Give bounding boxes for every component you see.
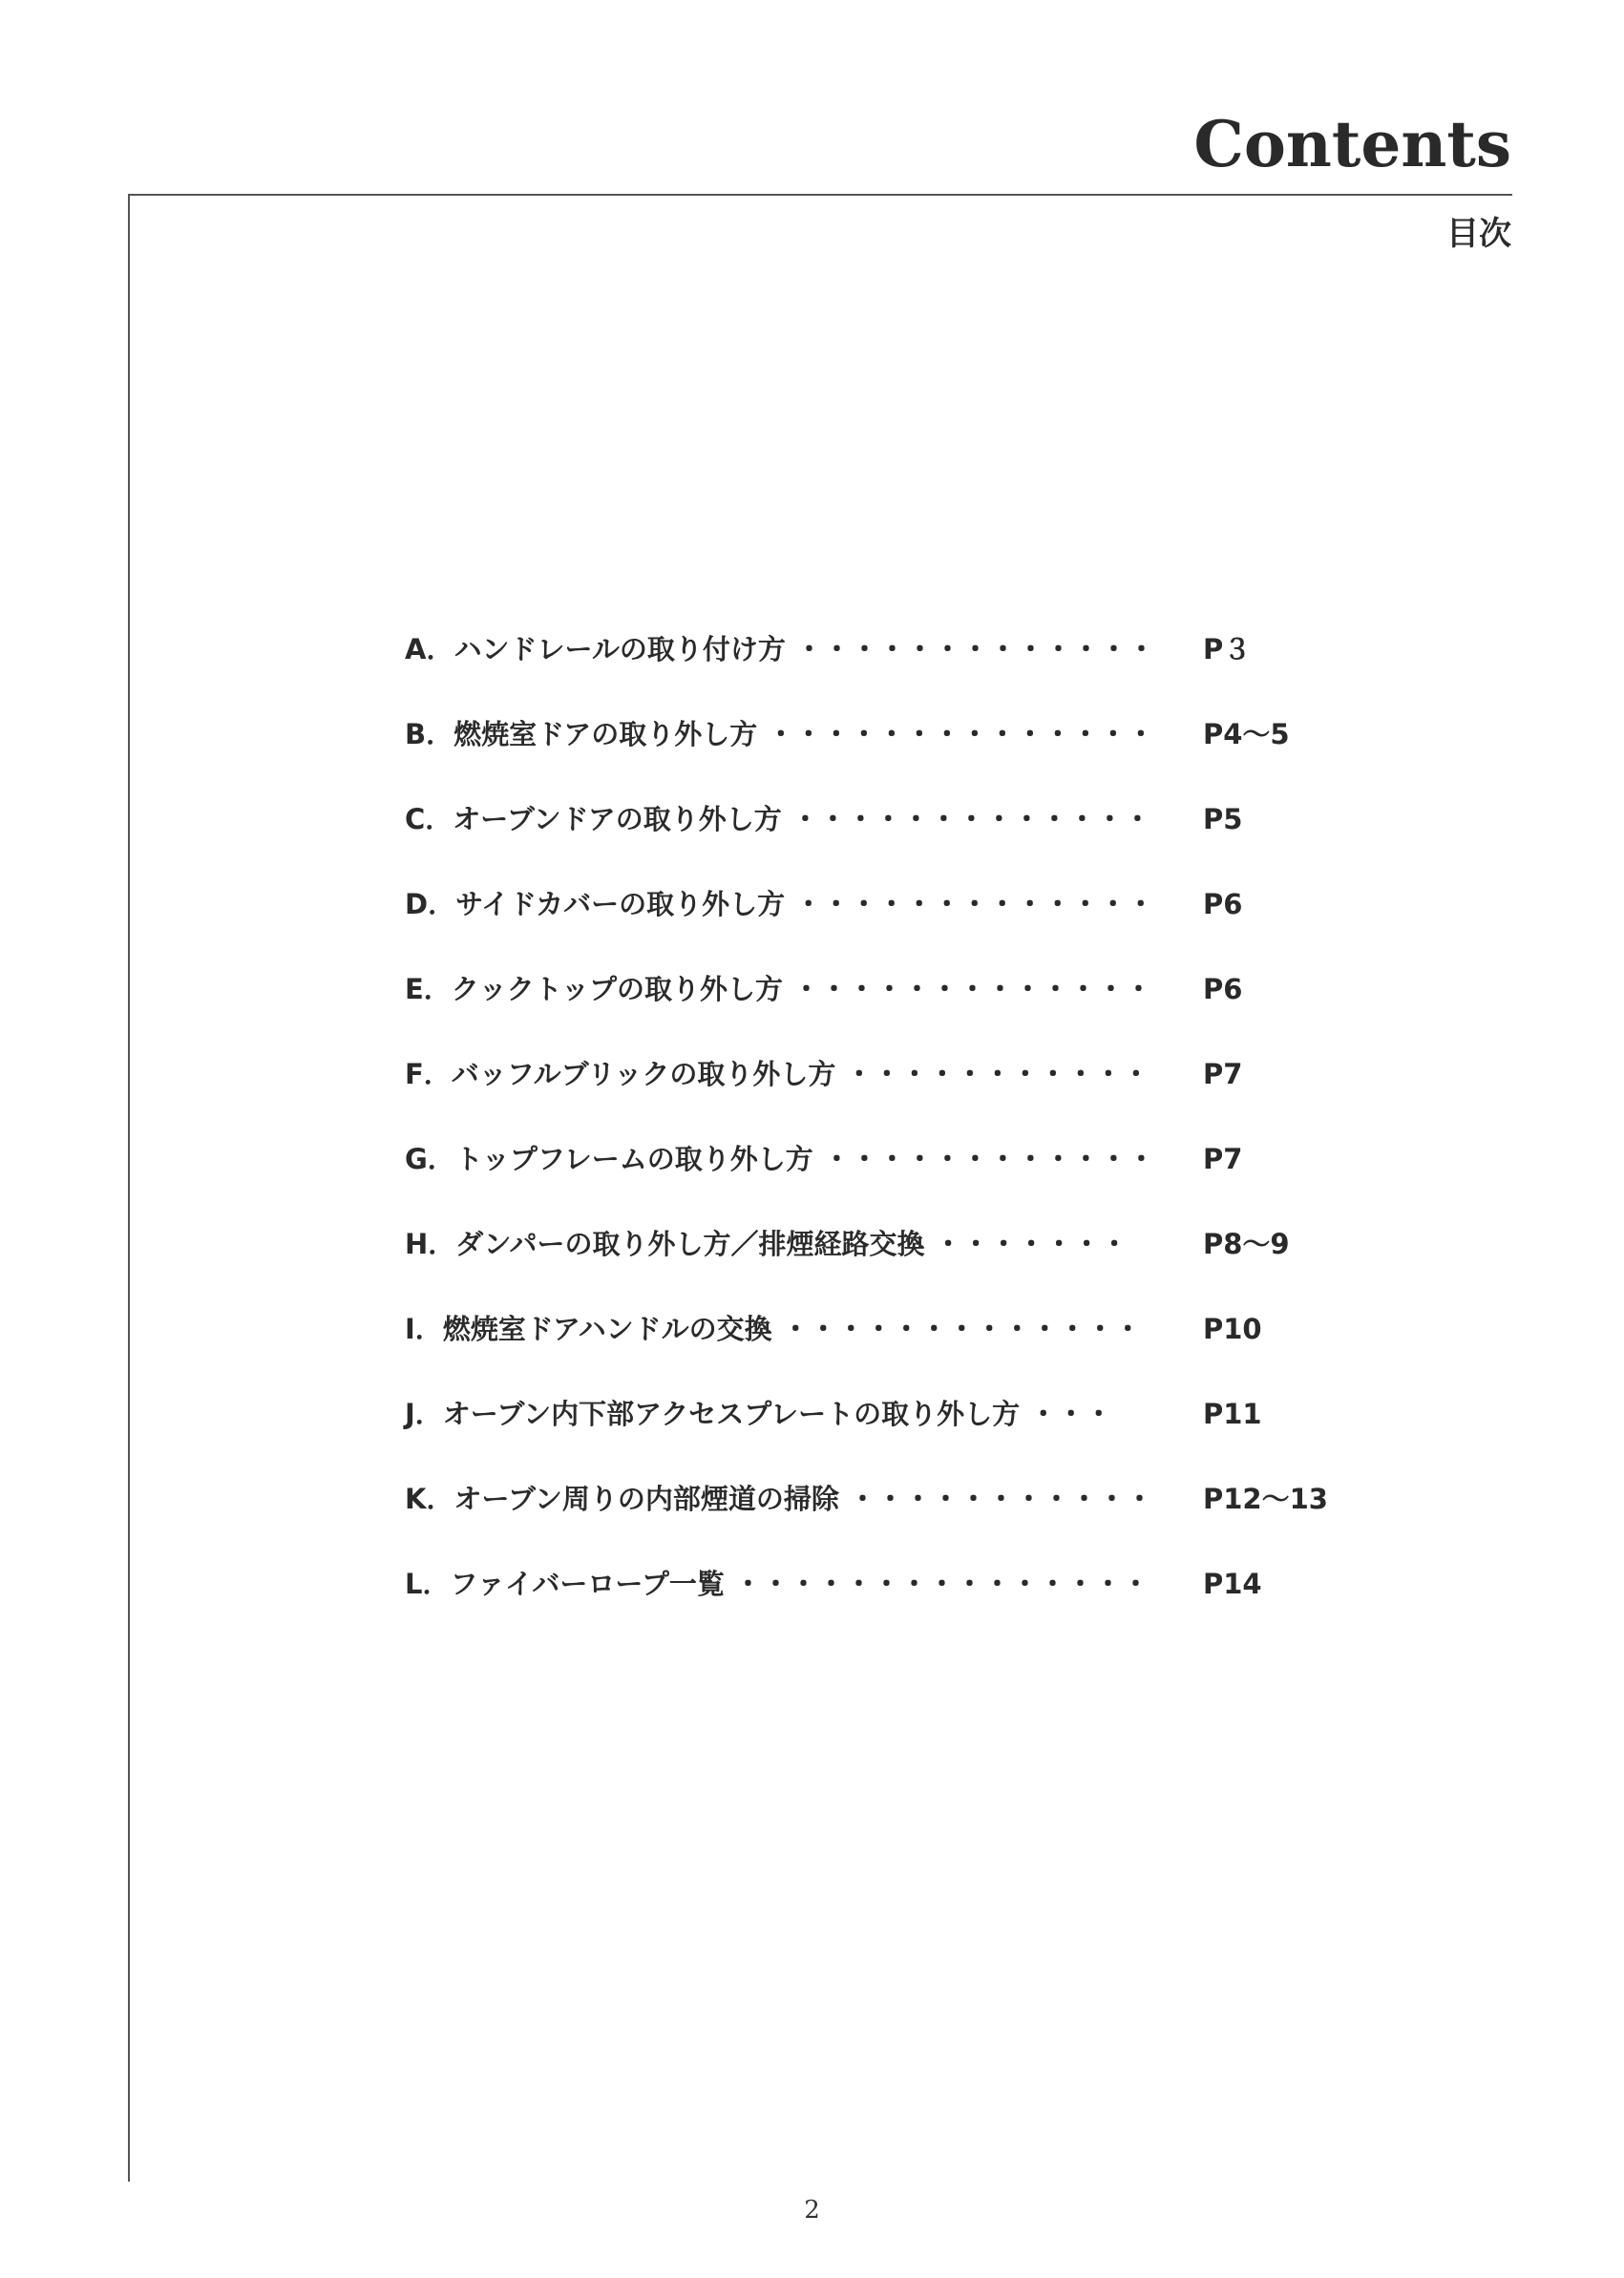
toc-entry-b [405,715,1360,800]
page-subtitle: 目次 [1446,215,1511,253]
toc-entry-label: F．バッフルブリックの取り外し方 ・・・・・・・・・・・ [405,1058,1150,1090]
toc-entry-page: P8～9 [1203,1228,1290,1260]
toc-entry-label: D．サイドカバーの取り外し方 ・・・・・・・・・・・・・ [405,888,1155,920]
toc-entry-label: B．燃焼室ドアの取り外し方 ・・・・・・・・・・・・・・ [405,718,1155,750]
toc-entry-h [405,1225,1360,1310]
toc-entry-f [405,1055,1360,1140]
toc-entry-label: E．クックトップの取り外し方 ・・・・・・・・・・・・・ [405,973,1153,1005]
page-title: Contents [1193,107,1511,181]
toc-entry-k [405,1480,1360,1565]
toc-entry-page: P12～13 [1203,1483,1328,1515]
toc-entry-e [405,970,1360,1055]
toc-entry-label: L．ファイバーロープ一覧 ・・・・・・・・・・・・・・・ [405,1568,1149,1600]
toc-entry-j [405,1395,1360,1480]
toc-entry-g [405,1140,1360,1225]
toc-entry-page: P10 [1203,1313,1262,1345]
toc-entry-page: P３ [1203,633,1252,665]
page-number: 2 [804,2196,820,2225]
toc-entry-label: H．ダンパーの取り外し方／排煙経路交換 ・・・・・・・ [405,1228,1128,1260]
toc-entry-page: P7 [1203,1143,1243,1175]
table-of-contents [405,630,1360,1650]
toc-entry-page: P14 [1203,1568,1262,1600]
toc-entry-i [405,1310,1360,1395]
toc-entry-label: A．ハンドレールの取り付け方 ・・・・・・・・・・・・・ [405,633,1155,665]
toc-entry-label: I．燃焼室ドアハンドルの交換 ・・・・・・・・・・・・・ [405,1313,1142,1345]
toc-entry-label: G．トップフレームの取り外し方 ・・・・・・・・・・・・ [405,1143,1155,1175]
toc-entry-c [405,800,1360,885]
toc-entry-label: C．オーブンドアの取り外し方 ・・・・・・・・・・・・・ [405,803,1151,835]
toc-entry-page: P11 [1203,1398,1262,1430]
toc-entry-d [405,885,1360,970]
toc-entry-page: P7 [1203,1058,1243,1090]
toc-entry-page: P5 [1203,803,1243,835]
toc-entry-page: P4～5 [1203,718,1290,750]
toc-entry-page: P6 [1203,888,1243,920]
margin-rule [128,194,130,2182]
toc-entry-label: K．オーブン周りの内部煙道の掃除 ・・・・・・・・・・・ [405,1483,1153,1515]
toc-entry-page: P6 [1203,973,1243,1005]
toc-entry-a [405,630,1360,715]
toc-entry-l [405,1565,1360,1650]
toc-entry-label: J．オーブン内下部アクセスプレートの取り外し方 ・・・ [405,1398,1113,1430]
header-rule [128,194,1512,196]
